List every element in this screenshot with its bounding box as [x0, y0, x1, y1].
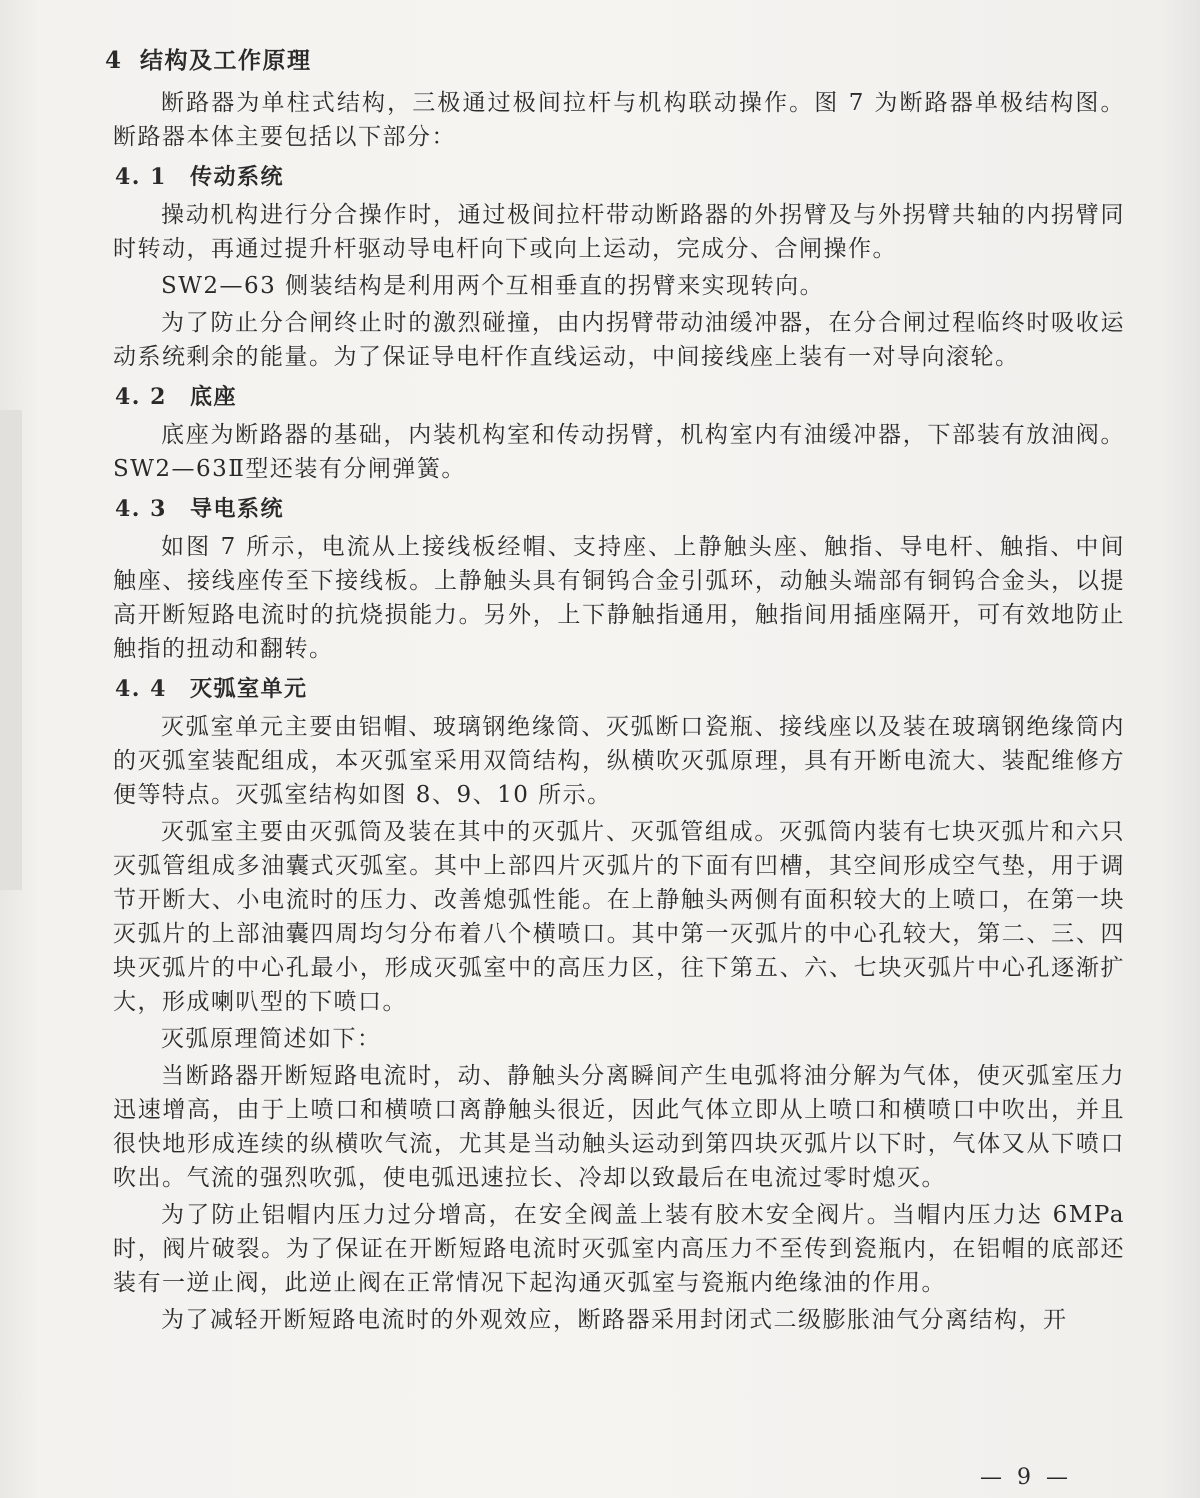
paragraph: 如图 7 所示，电流从上接线板经帽、支持座、上静触头座、触指、导电杆、触指、中间触座、接线座传至下接线板。上静触头具有铜钨合金引弧环，动触头端部有铜钨合金头，以提高开断短路电流时的抗烧损能力。另外，上下静触指通用，触指间用插座隔开，可有效地防止触指的扭动和翻转。 — [113, 534, 1125, 662]
section-title: 结构及工作原理 — [140, 47, 312, 74]
subsection-heading-4-3 — [115, 492, 1125, 526]
paragraph: 灭弧室单元主要由铝帽、玻璃钢绝缘筒、灭弧断口瓷瓶、接线座以及装在玻璃钢绝缘筒内的灭弧室装配组成，本灭弧室采用双筒结构，纵横吹灭弧原理，具有开断电流大、装配维修方便等特点。灭弧室结构如图 8、9、10 所示。 — [113, 714, 1125, 808]
section-heading — [105, 44, 1125, 78]
subsection-title: 灭弧室单元 — [190, 676, 308, 702]
page-number: — 9 — — [980, 1465, 1072, 1490]
paragraph: SW2—63 侧装结构是利用两个互相垂直的拐臂来实现转向。 — [161, 273, 825, 299]
paragraph: 灭弧原理简述如下： — [161, 1026, 382, 1052]
subsection-number: 4. 3 — [115, 496, 167, 522]
paragraph: 为了减轻开断短路电流时的外观效应，断路器采用封闭式二级膨胀油气分离结构，开 — [161, 1307, 1068, 1333]
subsection-title: 传动系统 — [190, 164, 285, 190]
section-number: 4 — [105, 47, 123, 74]
subsection-title: 底座 — [190, 384, 238, 410]
paragraph: 为了防止铝帽内压力过分增高，在安全阀盖上装有胶木安全阀片。当帽内压力达 6MPa 时，阀片破裂。为了保证在开断短路电流时灭弧室内高压力不至传到瓷瓶内，在铝帽的底部还装有一逆止阀，此逆止阀在正常情况下起沟通灭弧室与瓷瓶内绝缘油的作用。 — [113, 1202, 1125, 1296]
document-body — [105, 40, 1125, 1340]
scan-shadow — [0, 410, 22, 890]
section-intro: 断路器为单柱式结构，三极通过极间拉杆与机构联动操作。图 7 为断路器单极结构图。断路器本体主要包括以下部分： — [113, 90, 1125, 150]
paragraph: 为了防止分合闸终止时的激烈碰撞，由内拐臂带动油缓冲器，在分合闸过程临终时吸收运动系统剩余的能量。为了保证导电杆作直线运动，中间接线座上装有一对导向滚轮。 — [113, 310, 1125, 370]
paragraph: 当断路器开断短路电流时，动、静触头分离瞬间产生电弧将油分解为气体，使灭弧室压力迅速增高，由于上喷口和横喷口离静触头很近，因此气体立即从上喷口和横喷口中吹出，并且很快地形成连续的纵横吹气流，尤其是当动触头运动到第四块灭弧片以下时，气体又从下喷口吹出。气流的强烈吹弧，使电弧迅速拉长、冷却以致最后在电流过零时熄灭。 — [113, 1063, 1125, 1191]
paragraph: 操动机构进行分合操作时，通过极间拉杆带动断路器的外拐臂及与外拐臂共轴的内拐臂同时转动，再通过提升杆驱动导电杆向下或向上运动，完成分、合闸操作。 — [113, 202, 1125, 262]
subsection-heading-4-2 — [115, 380, 1125, 414]
paragraph: 灭弧室主要由灭弧筒及装在其中的灭弧片、灭弧管组成。灭弧筒内装有七块灭弧片和六只灭弧管组成多油囊式灭弧室。其中上部四片灭弧片的下面有凹槽，其空间形成空气垫，用于调节开断大、小电流时的压力、改善熄弧性能。在上静触头两侧有面积较大的上喷口，在第一块灭弧片的上部油囊四周均匀分布着八个横喷口。其中第一灭弧片的中心孔较大，第二、三、四块灭弧片的中心孔最小，形成灭弧室中的高压力区，往下第五、六、七块灭弧片中心孔逐渐扩大，形成喇叭型的下喷口。 — [113, 819, 1125, 1015]
subsection-number: 4. 2 — [115, 384, 167, 410]
subsection-heading-4-1 — [115, 160, 1125, 194]
paragraph: 底座为断路器的基础，内装机构室和传动拐臂，机构室内有油缓冲器，下部装有放油阀。SW2—63Ⅱ型还装有分闸弹簧。 — [113, 422, 1125, 482]
subsection-number: 4. 1 — [115, 164, 167, 190]
subsection-number: 4. 4 — [115, 676, 167, 702]
subsection-title: 导电系统 — [190, 496, 285, 522]
subsection-heading-4-4 — [115, 672, 1125, 706]
